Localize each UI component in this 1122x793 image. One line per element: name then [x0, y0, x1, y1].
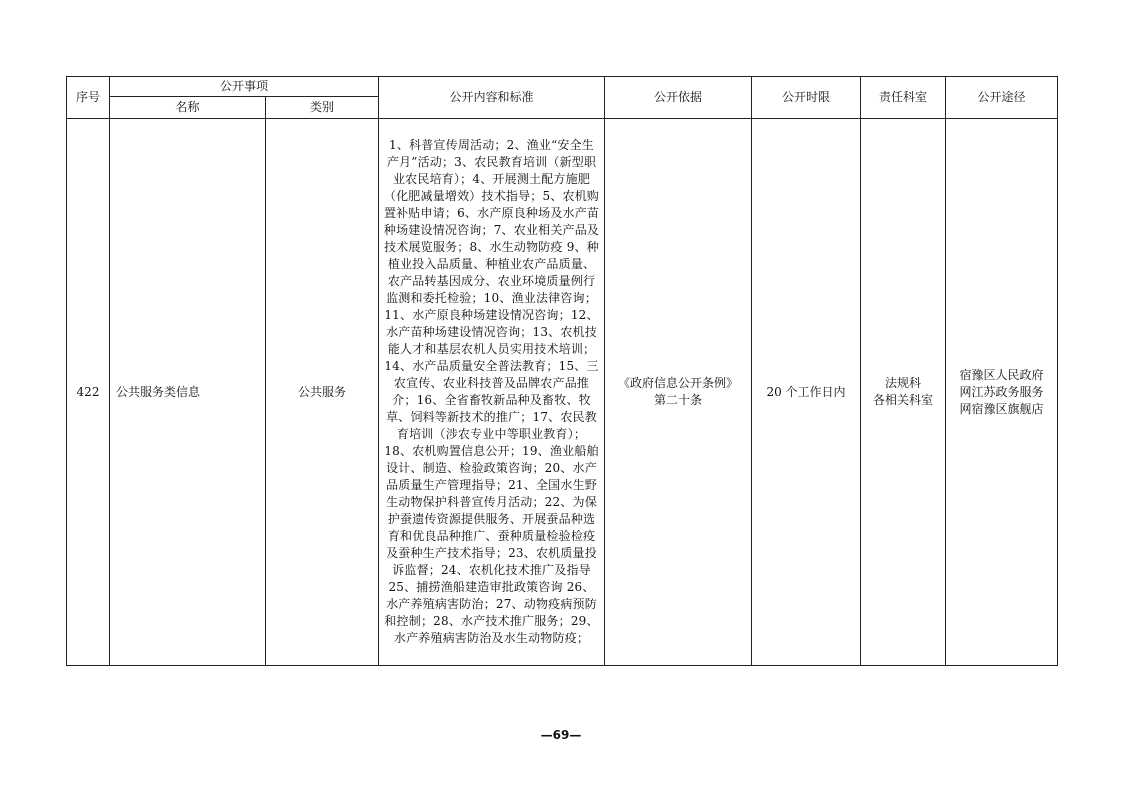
header-item-group: 公开事项	[110, 77, 379, 97]
department-line-2: 各相关科室	[873, 393, 934, 407]
cell-name: 公共服务类信息	[110, 119, 266, 666]
header-seq: 序号	[67, 77, 110, 119]
cell-category: 公共服务	[266, 119, 379, 666]
cell-department	[861, 119, 946, 666]
header-content: 公开内容和标准	[379, 77, 605, 119]
cell-seq: 422	[67, 119, 110, 666]
cell-time-limit: 20 个工作日内	[752, 119, 861, 666]
cell-basis: 《政府信息公开条例》第二十条	[605, 119, 752, 666]
header-basis: 公开依据	[605, 77, 752, 119]
disclosure-table	[66, 76, 1058, 666]
header-channel: 公开途径	[946, 77, 1058, 119]
header-name: 名称	[110, 97, 266, 119]
header-time-limit: 公开时限	[752, 77, 861, 119]
header-department: 责任科室	[861, 77, 946, 119]
cell-channel: 宿豫区人民政府网江苏政务服务网宿豫区旗舰店	[946, 119, 1058, 666]
table-row	[67, 119, 1058, 666]
header-category: 类别	[266, 97, 379, 119]
department-line-1: 法规科	[885, 376, 922, 390]
cell-content: 1、科普宣传周活动；2、渔业“安全生产月”活动；3、农民教育培训（新型职业农民培育）；4、开展测土配方施肥（化肥减量增效）技术指导；5、农机购置补贴申请；6、水产原良种场及水产苗种场建设情况咨询；7、农业相关产品及技术展览服务；8、水生动物防疫 9、种植业投入品质量、种植业农产品质量、农产品转基因成分、农业环境质量例行监测和委托检验；10、渔业法律咨询；11、水产原良种场建设情况咨询；12、水产苗种场建设情况咨询；13、农机技能人才和基层农机人员实用技术培训；14、水产品质量安全普法教育；15、三农宣传、农业科技普及品牌农产品推介；16、全省畜牧新品种及畜牧、牧草、饲料等新技术的推广；17、农民教育培训（涉农专业中等职业教育）；18、农机购置信息公开；19、渔业船舶设计、制造、检验政策咨询；20、水产品质量生产管理指导；21、全国水生野生动物保护科普宣传月活动；22、为保护蚕遗传资源提供服务、开展蚕品种选育和优良品种推广、蚕种质量检验检疫及蚕种生产技术指导；23、农机质量投诉监督；24、农机化技术推广及指导 25、捕捞渔船建造审批政策咨询 26、水产养殖病害防治；27、动物疫病预防和控制；28、水产技术推广服务；29、水产养殖病害防治及水生动物防疫；	[379, 119, 605, 666]
page-number: —69—	[540, 728, 582, 742]
